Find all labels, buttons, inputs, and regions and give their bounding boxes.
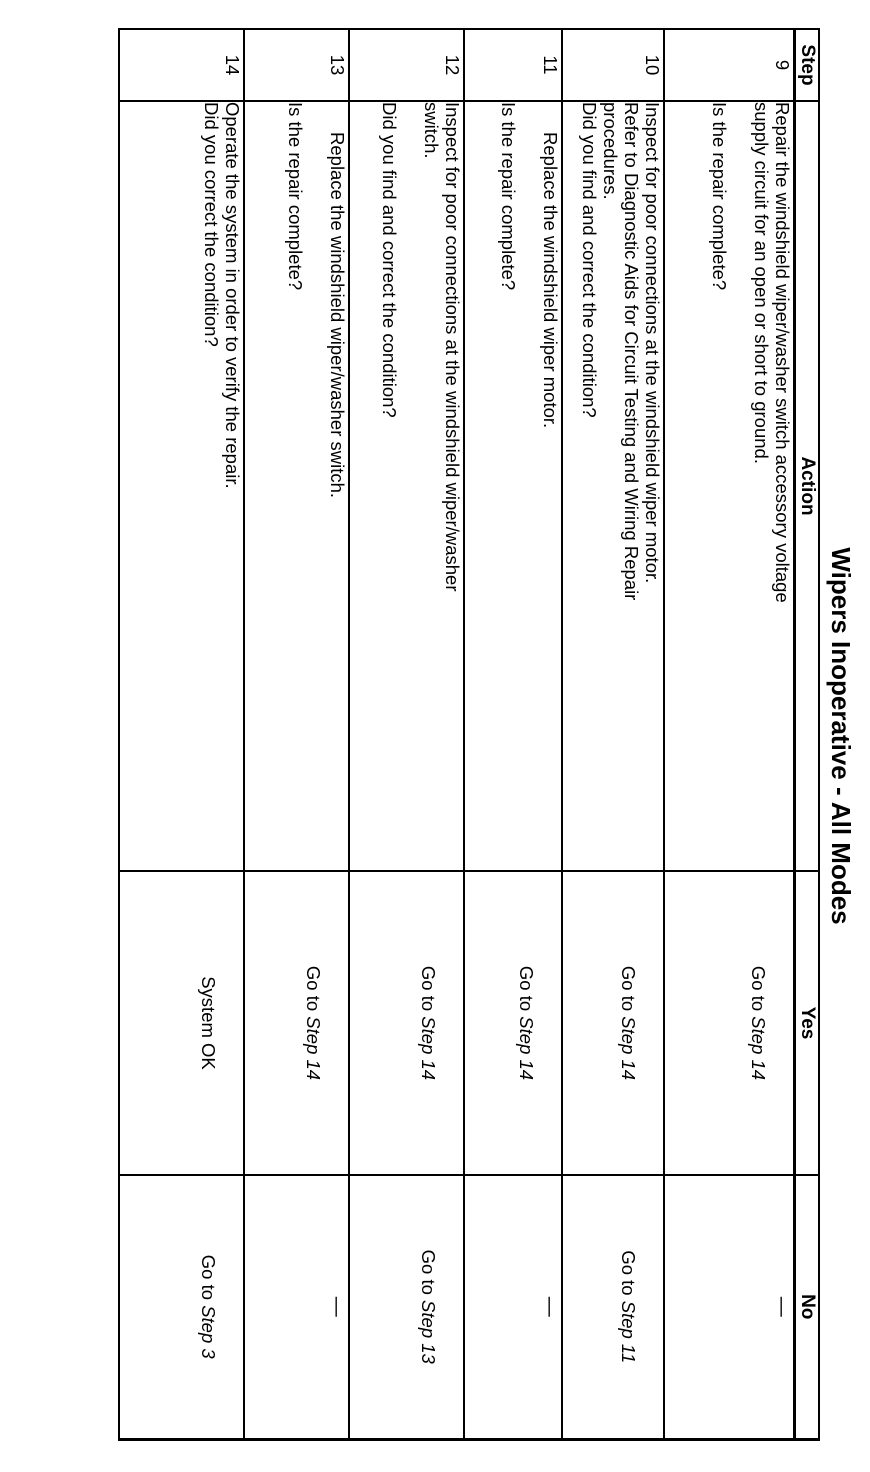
action-text-line: supply circuit for an open or short to ground. xyxy=(751,102,772,464)
step-number: 12 xyxy=(350,29,465,101)
action-text-line: Is the repair complete? xyxy=(709,102,730,291)
table-row xyxy=(665,29,795,1439)
table-row xyxy=(465,29,563,1439)
no-cell xyxy=(350,1175,465,1439)
step-number: 13 xyxy=(245,29,350,101)
action-cell xyxy=(350,101,465,871)
action-cell xyxy=(465,101,563,871)
goto-label: Go to xyxy=(618,1250,640,1296)
action-text-line: Replace the windshield wiper/washer switch. xyxy=(327,132,349,499)
table-header-row xyxy=(795,29,820,1439)
action-text-line: Is the repair complete? xyxy=(285,102,307,291)
action-text-line: Did you find and correct the condition? xyxy=(579,102,601,418)
no-cell xyxy=(665,1175,795,1439)
step-number: 14 xyxy=(120,29,245,101)
goto-label: Go to xyxy=(418,1249,440,1295)
goto-label: Go to xyxy=(618,965,640,1012)
header-no: No xyxy=(795,1175,820,1439)
table-row xyxy=(245,29,350,1439)
goto-label: Go to xyxy=(303,965,325,1012)
action-text-line: Repair the windshield wiper/washer switch accessory voltage xyxy=(772,102,793,603)
result-text: System OK xyxy=(198,976,220,1070)
goto-step-ref: Step 14 xyxy=(303,1016,325,1081)
table-row xyxy=(120,29,245,1439)
action-text-line: procedures. xyxy=(600,102,622,200)
yes-cell xyxy=(665,871,795,1175)
goto-step-ref: Step 14 xyxy=(516,1016,538,1081)
no-cell xyxy=(120,1175,245,1439)
goto-label: Go to xyxy=(198,1254,220,1301)
goto-step-ref: Step 3 xyxy=(198,1305,220,1359)
no-cell xyxy=(563,1175,665,1439)
goto-step-ref: Step 14 xyxy=(748,1016,769,1081)
action-text-line: Did you correct the condition? xyxy=(201,102,223,347)
action-text-line: Refer to Diagnostic Aids for Circuit Testing and Wiring Repair xyxy=(621,102,643,601)
goto-label: Go to xyxy=(748,965,769,1012)
goto-step-ref: Step 14 xyxy=(618,1016,640,1081)
action-cell xyxy=(245,101,350,871)
header-action: Action xyxy=(795,101,820,871)
action-text-line: Operate the system in order to verify the repair. xyxy=(222,102,244,489)
action-text-line: Inspect for poor connections at the windshield wiper/washer xyxy=(442,102,464,592)
table-row xyxy=(350,29,465,1439)
yes-cell xyxy=(245,871,350,1175)
header-yes: Yes xyxy=(795,871,820,1175)
action-cell xyxy=(120,101,245,871)
yes-cell xyxy=(563,871,665,1175)
diagnostic-table xyxy=(119,28,821,1441)
action-text-line: Inspect for poor connections at the windshield wiper motor. xyxy=(642,102,664,584)
step-number: 11 xyxy=(465,29,563,101)
goto-label: Go to xyxy=(418,965,440,1012)
yes-cell xyxy=(350,871,465,1175)
not-applicable-dash: — xyxy=(771,1296,793,1317)
action-text-line: Replace the windshield wiper motor. xyxy=(540,132,562,429)
not-applicable-dash: — xyxy=(539,1296,562,1317)
action-text-line: Did you find and correct the condition? xyxy=(379,102,401,418)
document-title: Wipers Inoperative - All Modes xyxy=(826,547,856,925)
no-cell xyxy=(465,1175,563,1439)
action-text-line: Is the repair complete? xyxy=(498,102,520,291)
yes-cell xyxy=(465,871,563,1175)
action-cell xyxy=(563,101,665,871)
no-cell xyxy=(245,1175,350,1439)
goto-step-ref: Step 14 xyxy=(418,1016,440,1081)
goto-step-ref: Step 13 xyxy=(418,1300,440,1364)
not-applicable-dash: — xyxy=(326,1296,349,1317)
action-cell xyxy=(665,101,795,871)
step-number: 10 xyxy=(563,29,665,101)
step-number: 9 xyxy=(665,29,795,101)
action-text-line: switch. xyxy=(421,102,443,159)
table-row xyxy=(563,29,665,1439)
goto-step-ref: Step 11 xyxy=(618,1300,640,1364)
header-step: Step xyxy=(795,29,820,101)
yes-cell xyxy=(120,871,245,1175)
goto-label: Go to xyxy=(516,965,538,1012)
